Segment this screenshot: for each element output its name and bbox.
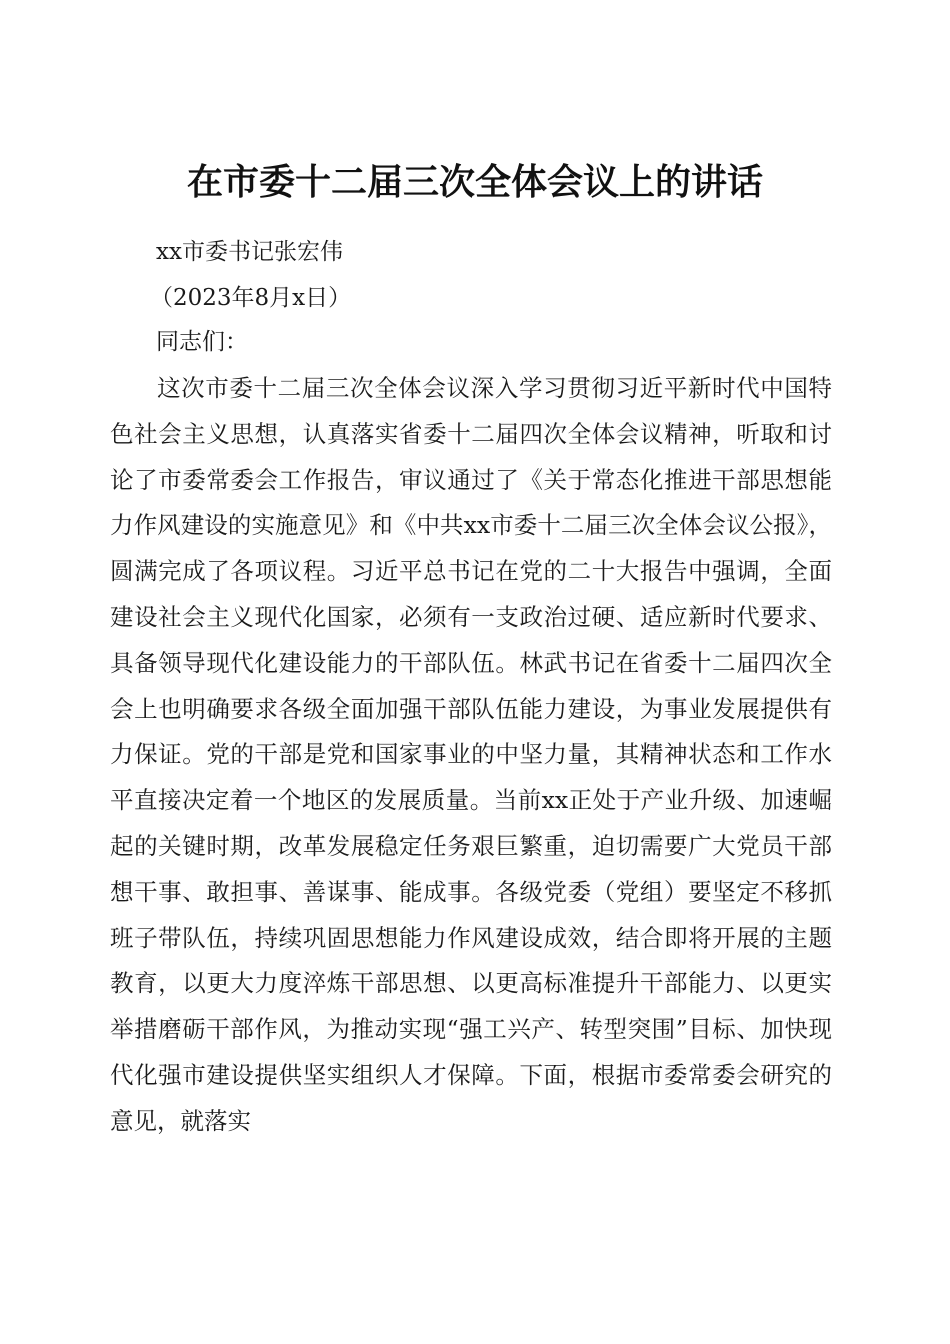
salutation: 同志们：	[156, 329, 248, 355]
document-title: 在市委十二届三次全体会议上的讲话	[186, 162, 763, 204]
author-line: xx市委书记张宏伟	[156, 239, 343, 265]
body-paragraph: 这次市委十二届三次全体会议深入学习贯彻习近平新时代中国特色社会主义思想，认真落实省委十二届四次全体会议精神，听取和讨论了市委常委会工作报告，审议通过了《关于常态化推进干部思想能力作风建设的实施意见》和《中共xx市委十二届三次全体会议公报》，圆满完成了各项议程。习近平总书记在党的二十大报告中强调，全面建设社会主义现代化国家，必须有一支政治过硬、适应新时代要求、具备领导现代化建设能力的干部队伍。林武书记在省委十二届四次全会上也明确要求各级全面加强干部队伍能力建设，为事业发展提供有力保证。党的干部是党和国家事业的中坚力量，其精神状态和工作水平直接决定着一个地区的发展质量。当前xx正处于产业升级、加速崛起的关键时期，改革发展稳定任务艰巨繁重，迫切需要广大党员干部想干事、敢担事、善谋事、能成事。各级党委（党组）要坚定不移抓班子带队伍，持续巩固思想能力作风建设成效，结合即将开展的主题教育，以更大力度淬炼干部思想、以更高标准提升干部能力、以更实举措磨砺干部作风，为推动实现“强工兴产、转型突围”目标、加快现代化强市建设提供坚实组织人才保障。下面，根据市委常委会研究的意见，就落实	[110, 374, 832, 1135]
date-line: （2023年8月x日）	[150, 285, 352, 311]
